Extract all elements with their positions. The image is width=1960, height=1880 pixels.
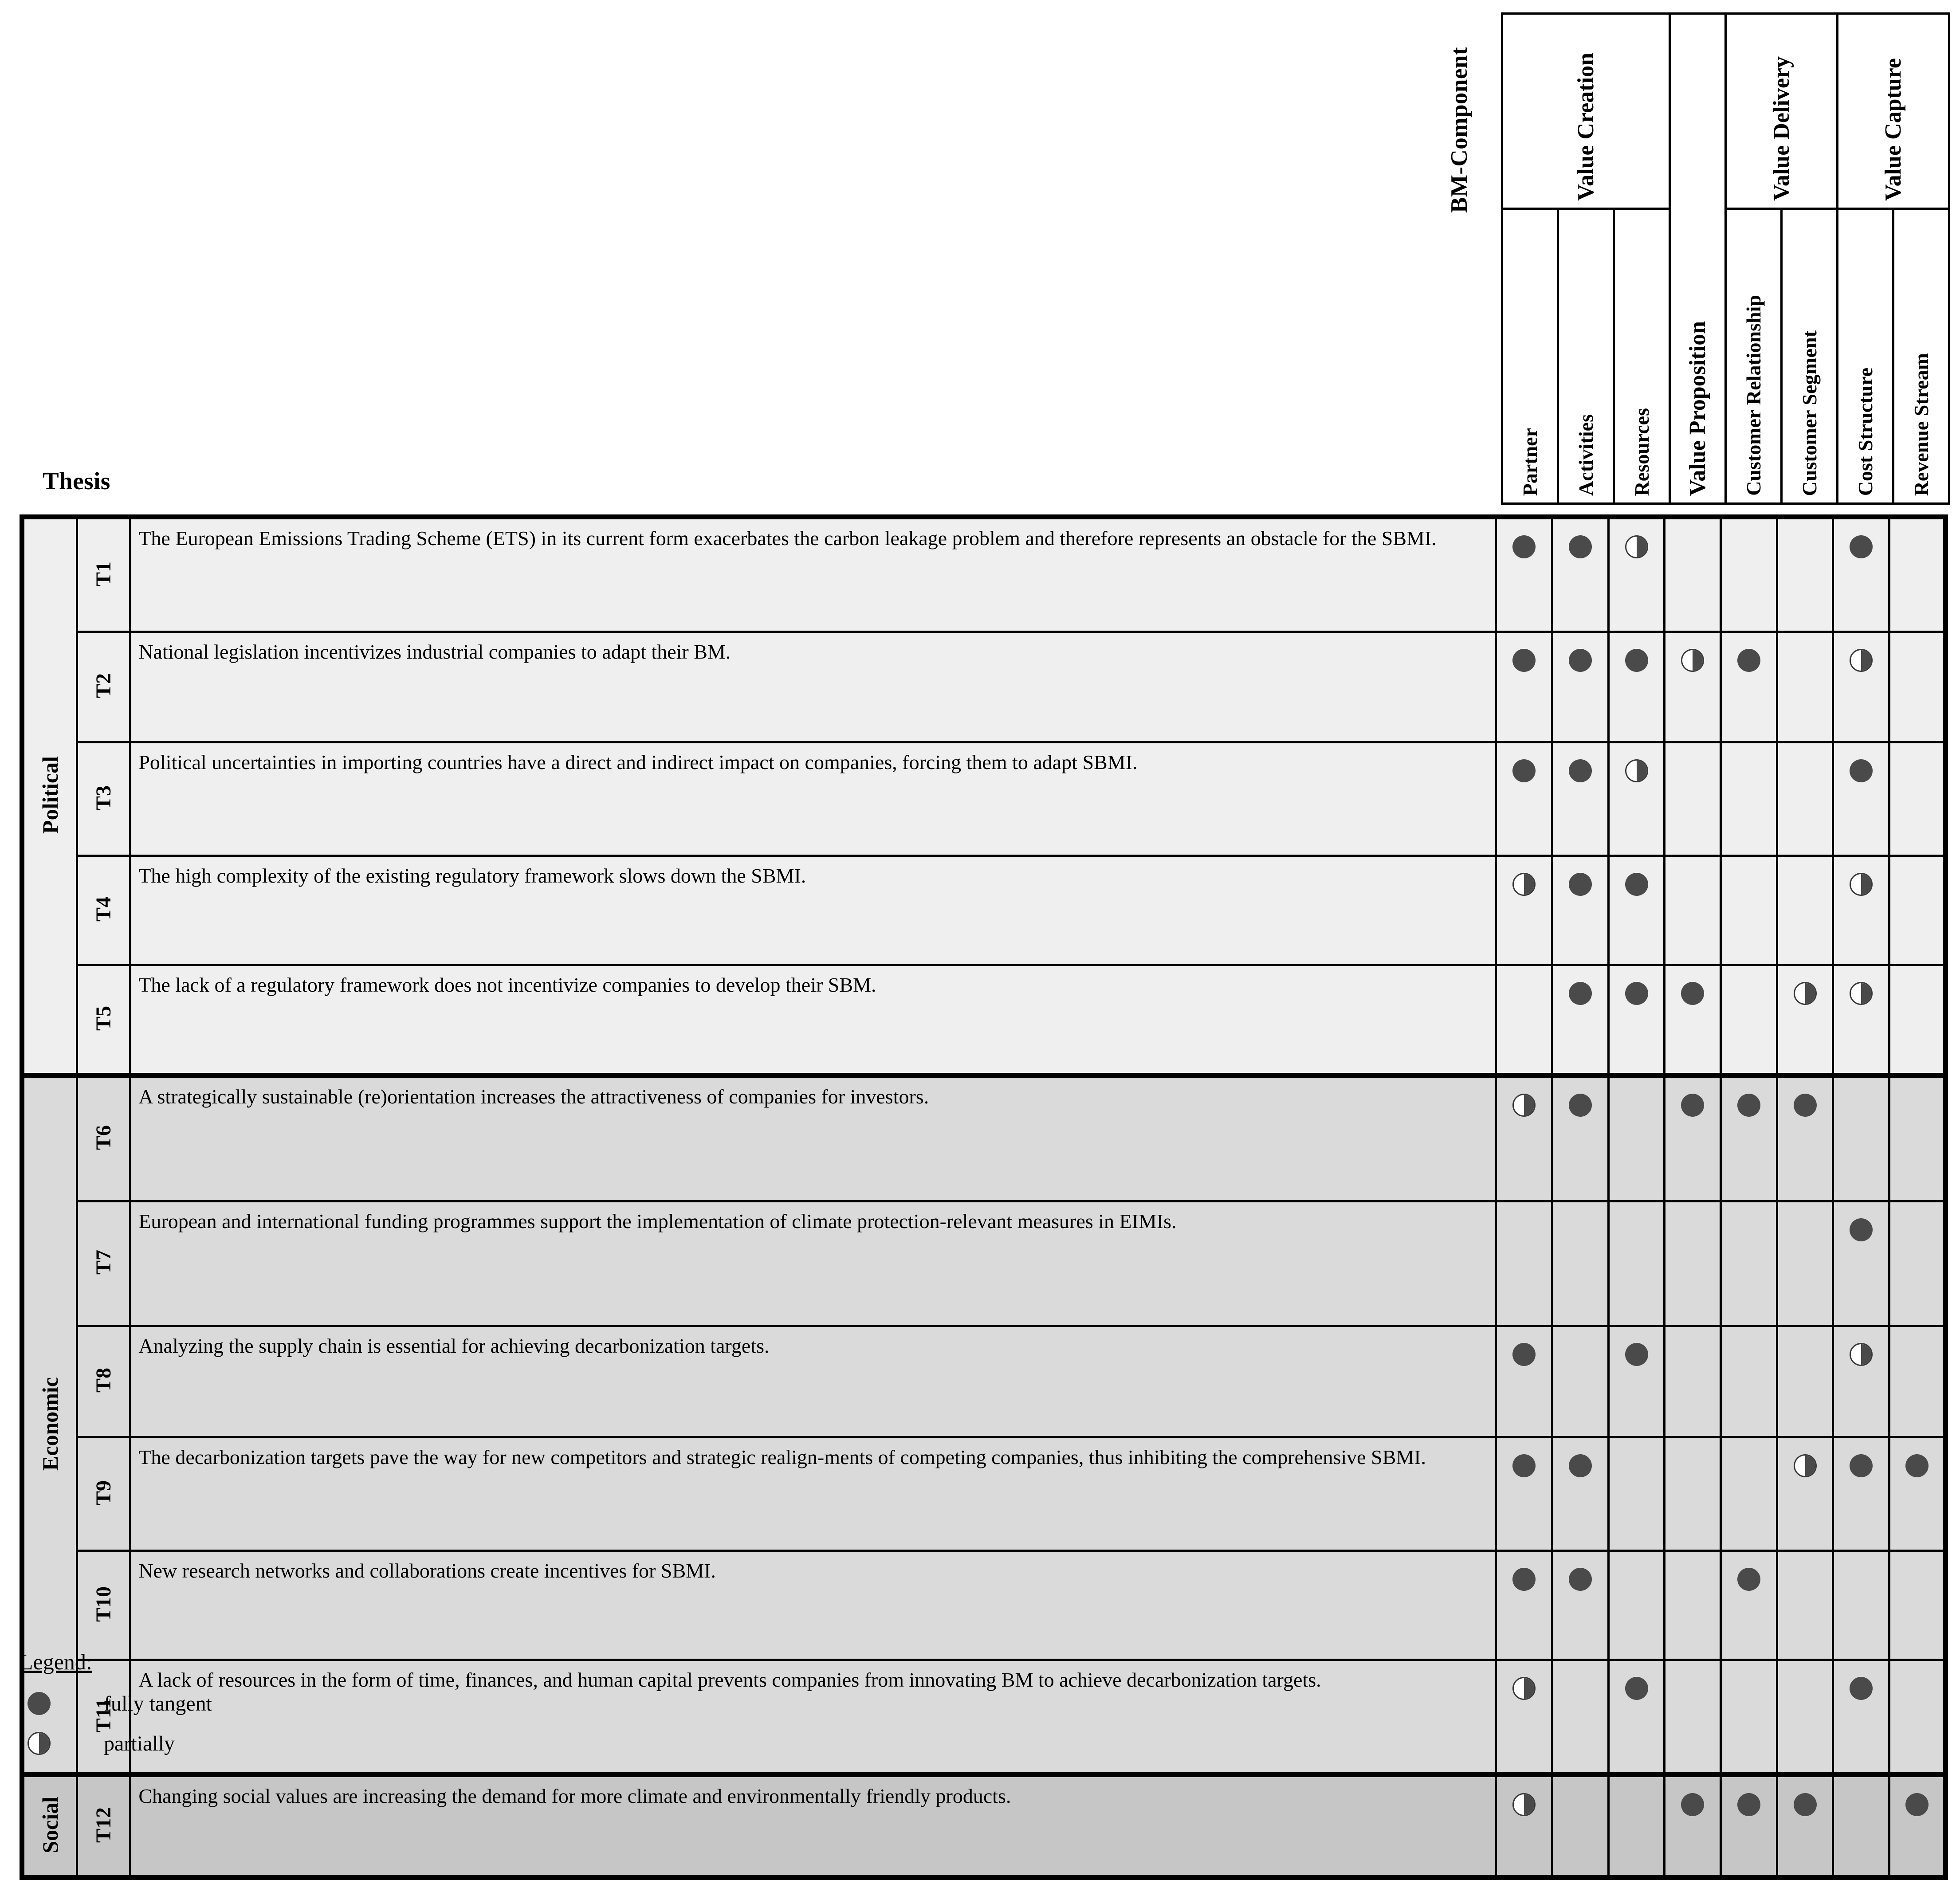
mark-cell-t11-customer-segment [1777, 1660, 1833, 1775]
table-row [22, 1551, 1946, 1660]
empty-marker-icon [1569, 1793, 1592, 1816]
column-header-table [1501, 12, 1950, 505]
mark-cell-t8-activities [1552, 1326, 1609, 1437]
mark-cell-t2-cost-structure [1833, 632, 1889, 742]
empty-marker-icon [1681, 873, 1704, 896]
mark-cell-t11-customer-relationship [1721, 1660, 1777, 1775]
column-header-activities [1558, 209, 1614, 504]
table-row [22, 1075, 1946, 1201]
full-circle-icon [1512, 535, 1536, 558]
empty-marker-icon [1794, 873, 1817, 896]
mark-cell-t7-cost-structure [1833, 1201, 1889, 1326]
full-circle-icon [1625, 1343, 1648, 1366]
thesis-text-cell: New research networks and collaborations create incentives for SBMI. [130, 1551, 1496, 1660]
half-circle-icon [1850, 873, 1873, 896]
group-header-value-creation [1502, 14, 1670, 209]
mark-cell-t12-revenue-stream [1889, 1775, 1946, 1878]
half-circle-icon [1512, 873, 1536, 896]
empty-marker-icon [1850, 1793, 1873, 1816]
mark-cell-t5-resources [1608, 965, 1665, 1075]
column-header-label: Cost Structure [1854, 367, 1877, 496]
table-row [22, 517, 1946, 632]
mark-cell-t10-customer-segment [1777, 1551, 1833, 1660]
mark-cell-t4-value-proposition [1665, 856, 1721, 965]
half-circle-icon [27, 1732, 51, 1755]
mark-cell-t4-customer-segment [1777, 856, 1833, 965]
category-label: Economic [37, 1377, 63, 1471]
mark-cell-t6-customer-relationship [1721, 1075, 1777, 1201]
mark-cell-t7-customer-segment [1777, 1201, 1833, 1326]
full-circle-icon [1569, 535, 1592, 558]
mark-cell-t11-activities [1552, 1660, 1609, 1775]
mark-cell-t2-value-proposition [1665, 632, 1721, 742]
table-row [22, 1775, 1946, 1878]
full-circle-icon [1737, 1094, 1760, 1117]
full-circle-icon [1905, 1454, 1929, 1477]
thesis-text-cell: The decarbonization targets pave the way for new competitors and strategic realign-ments of competing companies, thus inhibiting the comprehensive SBMI. [130, 1437, 1496, 1551]
thesis-id-label: T8 [91, 1368, 115, 1393]
empty-marker-icon [1905, 1343, 1929, 1366]
group-header-value-proposition [1670, 14, 1726, 504]
full-circle-icon [1569, 873, 1592, 896]
mark-cell-t1-customer-segment [1777, 517, 1833, 632]
column-header-label: Resources [1630, 408, 1653, 496]
full-circle-icon [1512, 759, 1536, 782]
thesis-id-label: T7 [91, 1250, 115, 1275]
thesis-text-cell: National legislation incentivizes industrial companies to adapt their BM. [130, 632, 1496, 742]
thesis-id-cell [77, 1775, 130, 1878]
legend [20, 1649, 212, 1770]
thesis-id-label: T9 [91, 1480, 115, 1505]
mark-cell-t11-value-proposition [1665, 1660, 1721, 1775]
mark-cell-t7-resources [1608, 1201, 1665, 1326]
full-circle-icon [1625, 873, 1648, 896]
mark-cell-t8-resources [1608, 1326, 1665, 1437]
thesis-caption: Thesis [43, 467, 110, 495]
mark-cell-t6-cost-structure [1833, 1075, 1889, 1201]
bm-component-label: BM-Component [1446, 47, 1472, 213]
half-circle-icon [1794, 982, 1817, 1005]
group-header-label: Value Delivery [1768, 56, 1794, 201]
mark-cell-t8-customer-segment [1777, 1326, 1833, 1437]
full-circle-icon [1794, 1094, 1817, 1117]
mark-cell-t3-customer-segment [1777, 742, 1833, 856]
full-circle-icon [1850, 1677, 1873, 1700]
empty-marker-icon [1737, 982, 1760, 1005]
column-header-revenue-stream [1893, 209, 1949, 504]
thesis-text-cell: Analyzing the supply chain is essential for achieving decarbonization targets. [130, 1326, 1496, 1437]
mark-cell-t8-revenue-stream [1889, 1326, 1946, 1437]
full-circle-icon [1850, 759, 1873, 782]
empty-marker-icon [1794, 1677, 1817, 1700]
thesis-text-cell: The European Emissions Trading Scheme (ETS) in its current form exacerbates the carbon leakage problem and therefore represents an obstacle for the SBMI. [130, 517, 1496, 632]
mark-cell-t5-customer-segment [1777, 965, 1833, 1075]
mark-cell-t7-activities [1552, 1201, 1609, 1326]
empty-marker-icon [1905, 1094, 1929, 1117]
empty-marker-icon [1681, 1218, 1704, 1241]
table-row [22, 742, 1946, 856]
empty-marker-icon [1905, 982, 1929, 1005]
half-circle-icon [1681, 649, 1704, 672]
full-circle-icon [1569, 982, 1592, 1005]
empty-marker-icon [1905, 649, 1929, 672]
full-circle-icon [1625, 1677, 1648, 1700]
thesis-id-label: T3 [91, 785, 115, 810]
mark-cell-t7-revenue-stream [1889, 1201, 1946, 1326]
mark-cell-t11-partner [1496, 1660, 1552, 1775]
thesis-text-cell: Changing social values are increasing the demand for more climate and environmentally friendly products. [130, 1775, 1496, 1878]
group-header-value-delivery [1726, 14, 1838, 209]
full-circle-icon [1569, 649, 1592, 672]
full-circle-icon [1850, 1218, 1873, 1241]
table-row [22, 965, 1946, 1075]
mark-cell-t6-partner [1496, 1075, 1552, 1201]
mark-cell-t1-partner [1496, 517, 1552, 632]
thesis-id-label: T6 [91, 1125, 115, 1150]
mark-cell-t8-customer-relationship [1721, 1326, 1777, 1437]
thesis-id-cell [77, 1551, 130, 1660]
half-circle-icon [1625, 535, 1648, 558]
mark-cell-t2-customer-relationship [1721, 632, 1777, 742]
mark-cell-t3-customer-relationship [1721, 742, 1777, 856]
mark-cell-t10-cost-structure [1833, 1551, 1889, 1660]
full-circle-icon [1681, 1793, 1704, 1816]
mark-cell-t5-activities [1552, 965, 1609, 1075]
thesis-text-cell: Political uncertainties in importing countries have a direct and indirect impact on companies, forcing them to adapt SBMI. [130, 742, 1496, 856]
thesis-id-cell [77, 1326, 130, 1437]
half-circle-icon [1512, 1094, 1536, 1117]
mark-cell-t3-value-proposition [1665, 742, 1721, 856]
mark-cell-t10-customer-relationship [1721, 1551, 1777, 1660]
mark-cell-t2-partner [1496, 632, 1552, 742]
mark-cell-t10-resources [1608, 1551, 1665, 1660]
thesis-id-cell [77, 632, 130, 742]
empty-marker-icon [1794, 649, 1817, 672]
empty-marker-icon [1681, 1677, 1704, 1700]
mark-cell-t9-customer-segment [1777, 1437, 1833, 1551]
mark-cell-t8-value-proposition [1665, 1326, 1721, 1437]
mark-cell-t5-partner [1496, 965, 1552, 1075]
thesis-id-cell [77, 965, 130, 1075]
empty-marker-icon [1794, 535, 1817, 558]
mark-cell-t7-value-proposition [1665, 1201, 1721, 1326]
mark-cell-t4-activities [1552, 856, 1609, 965]
thesis-id-label: T4 [91, 896, 115, 922]
table-row [22, 1326, 1946, 1437]
empty-marker-icon [1625, 1568, 1648, 1591]
full-circle-icon [1625, 649, 1648, 672]
full-circle-icon [1681, 982, 1704, 1005]
mark-cell-t8-cost-structure [1833, 1326, 1889, 1437]
table-row [22, 1660, 1946, 1775]
empty-marker-icon [1905, 1677, 1929, 1700]
full-circle-icon [1625, 982, 1648, 1005]
mark-cell-t8-partner [1496, 1326, 1552, 1437]
column-header-cost-structure [1838, 209, 1893, 504]
mark-cell-t12-cost-structure [1833, 1775, 1889, 1878]
group-header-label: Value Capture [1880, 58, 1906, 201]
legend-swatch [20, 1692, 104, 1715]
mark-cell-t9-resources [1608, 1437, 1665, 1551]
mark-cell-t4-cost-structure [1833, 856, 1889, 965]
empty-marker-icon [1625, 1218, 1648, 1241]
mark-cell-t5-cost-structure [1833, 965, 1889, 1075]
full-circle-icon [1569, 1568, 1592, 1591]
category-label: Social [37, 1797, 63, 1853]
mark-cell-t3-cost-structure [1833, 742, 1889, 856]
empty-marker-icon [1625, 1094, 1648, 1117]
mark-cell-t1-resources [1608, 517, 1665, 632]
empty-marker-icon [1794, 1568, 1817, 1591]
full-circle-icon [1512, 1343, 1536, 1366]
category-label: Political [37, 756, 63, 834]
column-header-label: Revenue Stream [1909, 353, 1933, 496]
empty-marker-icon [1625, 1454, 1648, 1477]
mark-cell-t4-resources [1608, 856, 1665, 965]
matrix-body [22, 517, 1946, 1878]
thesis-id-label: T1 [91, 561, 115, 586]
column-header-customer-segment [1782, 209, 1838, 504]
full-circle-icon [1905, 1793, 1929, 1816]
mark-cell-t6-resources [1608, 1075, 1665, 1201]
full-circle-icon [1512, 1568, 1536, 1591]
column-header-zone [0, 0, 1960, 510]
thesis-id-label: T12 [91, 1807, 115, 1843]
mark-cell-t12-partner [1496, 1775, 1552, 1878]
empty-marker-icon [1737, 1218, 1760, 1241]
mark-cell-t2-resources [1608, 632, 1665, 742]
thesis-text-cell: European and international funding programmes support the implementation of climate protection-relevant measures in EIMIs. [130, 1201, 1496, 1326]
thesis-id-cell [77, 856, 130, 965]
column-header-label: Activities [1574, 414, 1597, 496]
empty-marker-icon [1512, 1218, 1536, 1241]
mark-cell-t1-activities [1552, 517, 1609, 632]
mark-cell-t10-partner [1496, 1551, 1552, 1660]
thesis-text-cell: The lack of a regulatory framework does not incentivize companies to develop their SBM. [130, 965, 1496, 1075]
table-row [22, 632, 1946, 742]
legend-label: partially [104, 1731, 175, 1755]
mark-cell-t10-activities [1552, 1551, 1609, 1660]
column-header-partner [1502, 209, 1558, 504]
thesis-id-label: T10 [91, 1586, 115, 1622]
legend-item-partially [20, 1730, 212, 1757]
half-circle-icon [1850, 1343, 1873, 1366]
thesis-id-label: T5 [91, 1005, 115, 1031]
mark-cell-t2-customer-segment [1777, 632, 1833, 742]
column-header-label: Customer Segment [1798, 330, 1821, 496]
thesis-text-cell: A strategically sustainable (re)orientation increases the attractiveness of companies for investors. [130, 1075, 1496, 1201]
thesis-bm-matrix [20, 514, 1948, 1880]
full-circle-icon [1569, 1094, 1592, 1117]
thesis-id-cell [77, 1075, 130, 1201]
category-cell-political [22, 517, 77, 1075]
column-header-label: Customer Relationship [1742, 295, 1765, 496]
legend-title: Legend: [20, 1649, 92, 1674]
mark-cell-t3-revenue-stream [1889, 742, 1946, 856]
empty-marker-icon [1794, 1218, 1817, 1241]
mark-cell-t9-revenue-stream [1889, 1437, 1946, 1551]
thesis-id-cell [77, 1201, 130, 1326]
full-circle-icon [1737, 1568, 1760, 1591]
mark-cell-t9-cost-structure [1833, 1437, 1889, 1551]
half-circle-icon [1850, 649, 1873, 672]
half-circle-icon [1794, 1454, 1817, 1477]
mark-cell-t7-customer-relationship [1721, 1201, 1777, 1326]
empty-marker-icon [1737, 873, 1760, 896]
thesis-id-label: T2 [91, 673, 115, 699]
empty-marker-icon [1737, 1454, 1760, 1477]
empty-marker-icon [1850, 1094, 1873, 1117]
mark-cell-t10-value-proposition [1665, 1551, 1721, 1660]
mark-cell-t4-revenue-stream [1889, 856, 1946, 965]
thesis-id-cell [77, 742, 130, 856]
half-circle-icon [1625, 759, 1648, 782]
empty-marker-icon [1681, 535, 1704, 558]
empty-marker-icon [1737, 535, 1760, 558]
empty-marker-icon [1905, 1218, 1929, 1241]
empty-marker-icon [1905, 1568, 1929, 1591]
full-circle-icon [1512, 1454, 1536, 1477]
mark-cell-t9-customer-relationship [1721, 1437, 1777, 1551]
full-circle-icon [1850, 1454, 1873, 1477]
empty-marker-icon [1737, 759, 1760, 782]
mark-cell-t6-revenue-stream [1889, 1075, 1946, 1201]
mark-cell-t5-value-proposition [1665, 965, 1721, 1075]
mark-cell-t5-revenue-stream [1889, 965, 1946, 1075]
full-circle-icon [27, 1692, 51, 1715]
mark-cell-t3-activities [1552, 742, 1609, 856]
empty-marker-icon [1737, 1677, 1760, 1700]
group-header-label: Value Creation [1573, 53, 1599, 201]
group-header-label: Value Proposition [1685, 321, 1710, 496]
mark-cell-t11-revenue-stream [1889, 1660, 1946, 1775]
thesis-id-cell [77, 1437, 130, 1551]
empty-marker-icon [1681, 1568, 1704, 1591]
full-circle-icon [1512, 649, 1536, 672]
half-circle-icon [1512, 1793, 1536, 1816]
half-circle-icon [1850, 982, 1873, 1005]
mark-cell-t12-customer-segment [1777, 1775, 1833, 1878]
empty-marker-icon [1850, 1568, 1873, 1591]
mark-cell-t6-activities [1552, 1075, 1609, 1201]
table-row [22, 1201, 1946, 1326]
mark-cell-t5-customer-relationship [1721, 965, 1777, 1075]
empty-marker-icon [1905, 535, 1929, 558]
mark-cell-t9-activities [1552, 1437, 1609, 1551]
mark-cell-t10-revenue-stream [1889, 1551, 1946, 1660]
mark-cell-t1-cost-structure [1833, 517, 1889, 632]
mark-cell-t2-revenue-stream [1889, 632, 1946, 742]
empty-marker-icon [1569, 1343, 1592, 1366]
legend-swatch [20, 1732, 104, 1755]
empty-marker-icon [1681, 759, 1704, 782]
mark-cell-t4-customer-relationship [1721, 856, 1777, 965]
category-cell-social [22, 1775, 77, 1878]
mark-cell-t12-resources [1608, 1775, 1665, 1878]
column-header-resources [1614, 209, 1670, 504]
mark-cell-t12-value-proposition [1665, 1775, 1721, 1878]
column-header-label: Partner [1518, 428, 1541, 496]
empty-marker-icon [1569, 1677, 1592, 1700]
column-header-customer-relationship [1726, 209, 1782, 504]
thesis-text-cell: The high complexity of the existing regulatory framework slows down the SBMI. [130, 856, 1496, 965]
mark-cell-t1-value-proposition [1665, 517, 1721, 632]
empty-marker-icon [1681, 1343, 1704, 1366]
full-circle-icon [1569, 1454, 1592, 1477]
mark-cell-t2-activities [1552, 632, 1609, 742]
legend-label: fully tangent [104, 1692, 212, 1715]
empty-marker-icon [1681, 1454, 1704, 1477]
mark-cell-t12-customer-relationship [1721, 1775, 1777, 1878]
mark-cell-t9-value-proposition [1665, 1437, 1721, 1551]
mark-cell-t6-customer-segment [1777, 1075, 1833, 1201]
full-circle-icon [1794, 1793, 1817, 1816]
empty-marker-icon [1569, 1218, 1592, 1241]
full-circle-icon [1569, 759, 1592, 782]
empty-marker-icon [1737, 1343, 1760, 1366]
full-circle-icon [1850, 535, 1873, 558]
empty-marker-icon [1625, 1793, 1648, 1816]
empty-marker-icon [1905, 873, 1929, 896]
mark-cell-t3-resources [1608, 742, 1665, 856]
legend-item-fully-tangent [20, 1690, 212, 1717]
full-circle-icon [1737, 1793, 1760, 1816]
group-header-value-capture [1838, 14, 1949, 209]
mark-cell-t11-resources [1608, 1660, 1665, 1775]
thesis-id-cell [77, 517, 130, 632]
mark-cell-t7-partner [1496, 1201, 1552, 1326]
mark-cell-t1-revenue-stream [1889, 517, 1946, 632]
mark-cell-t1-customer-relationship [1721, 517, 1777, 632]
empty-marker-icon [1794, 1343, 1817, 1366]
thesis-text-cell: A lack of resources in the form of time, finances, and human capital prevents companies from innovating BM to achieve decarbonization targets. [130, 1660, 1496, 1775]
thesis-id-label: T11 [91, 1698, 115, 1733]
mark-cell-t12-activities [1552, 1775, 1609, 1878]
empty-marker-icon [1794, 759, 1817, 782]
mark-cell-t6-value-proposition [1665, 1075, 1721, 1201]
mark-cell-t3-partner [1496, 742, 1552, 856]
table-row [22, 856, 1946, 965]
mark-cell-t4-partner [1496, 856, 1552, 965]
empty-marker-icon [1905, 759, 1929, 782]
half-circle-icon [1512, 1677, 1536, 1700]
mark-cell-t11-cost-structure [1833, 1660, 1889, 1775]
mark-cell-t9-partner [1496, 1437, 1552, 1551]
full-circle-icon [1737, 649, 1760, 672]
empty-marker-icon [1512, 982, 1536, 1005]
table-row [22, 1437, 1946, 1551]
full-circle-icon [1681, 1094, 1704, 1117]
